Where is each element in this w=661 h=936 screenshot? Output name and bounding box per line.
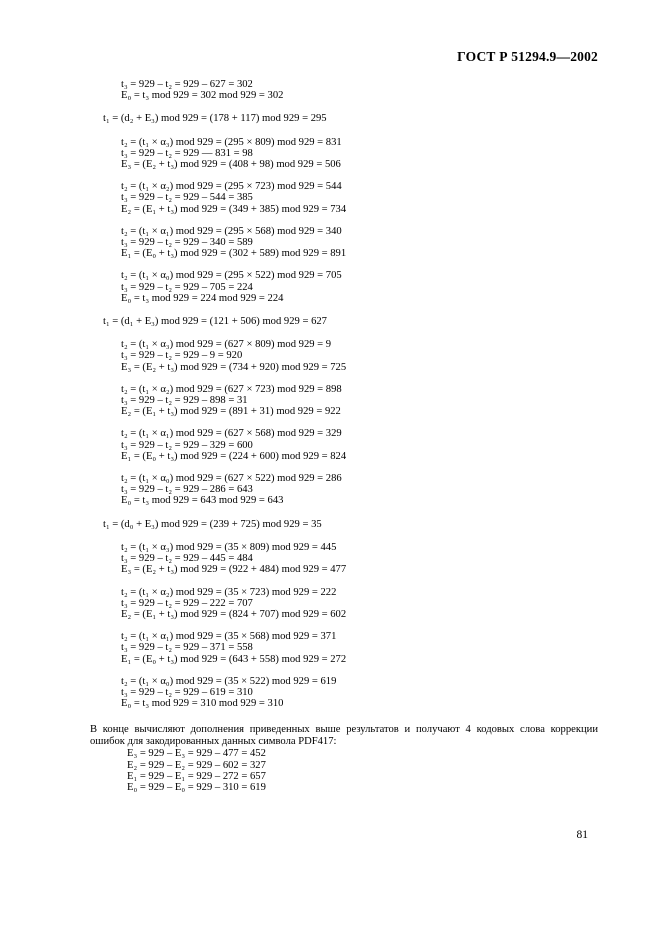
equation-line: E₃ = (E₂ + t₃) mod 929 = (922 + 484) mod 929 = 477 [121, 564, 347, 576]
error-correction-codewords [0, 748, 661, 793]
page-number: 81 [576, 829, 588, 841]
codeword-line: E₃ = 929 – E₃ = 929 – 477 = 452 [127, 748, 266, 760]
equation-line: t₃ = 929 – t₂ = 929 — 831 = 98 [121, 147, 253, 159]
calculation-block [0, 226, 661, 260]
equation-line: t₂ = (t₁ × α₂) mod 929 = (627 × 723) mod 929 = 898 [121, 383, 342, 395]
equation-line: t₃ = 929 – t₂ = 929 – 9 = 920 [121, 350, 243, 362]
equation-line: t₁ = (d₂ + E₃) mod 929 = (178 + 117) mod 929 = 295 [103, 113, 327, 125]
equation-line: t₃ = 929 – t₂ = 929 – 705 = 224 [121, 281, 253, 293]
equation-line: E₁ = (E₀ + t₃) mod 929 = (643 + 558) mod 929 = 272 [121, 653, 347, 665]
page-header-standard-id: ГОСТ Р 51294.9—2002 [457, 49, 598, 64]
calculation-block [0, 137, 661, 171]
conclusion-paragraph: В конце вычисляют дополнения приведенных выше результатов и получают 4 кодовых слова коррекции ошибок для закодированных данных символа PDF417: [90, 724, 598, 748]
equation-line: t₂ = (t₁ × α₀) mod 929 = (295 × 522) mod 929 = 705 [121, 270, 342, 282]
equation-line: E₀ = t₃ mod 929 = 310 mod 929 = 310 [121, 698, 284, 710]
calculation-block [0, 676, 661, 710]
equation-line: t₂ = (t₁ × α₁) mod 929 = (295 × 568) mod 929 = 340 [121, 225, 342, 237]
calculation-block [0, 542, 661, 576]
equation-line: E₀ = t₃ mod 929 = 302 mod 929 = 302 [121, 90, 284, 102]
calculation-block [0, 79, 661, 101]
iteration-block [0, 316, 661, 327]
equation-line: t₂ = (t₁ × α₃) mod 929 = (627 × 809) mod 929 = 9 [121, 339, 332, 351]
equation-line: t₃ = 929 – t₂ = 929 – 619 = 310 [121, 686, 253, 698]
equation-line: E₁ = (E₀ + t₃) mod 929 = (302 + 589) mod 929 = 891 [121, 248, 347, 260]
calculation-block [0, 473, 661, 507]
codeword-line: E₀ = 929 – E₀ = 929 – 310 = 619 [127, 781, 266, 793]
equation-line: t₁ = (d₀ + E₃) mod 929 = (239 + 725) mod 929 = 35 [103, 518, 322, 530]
equation-line: t₃ = 929 – t₂ = 929 – 627 = 302 [121, 79, 253, 90]
calculation-block [0, 587, 661, 621]
codeword-line: E₂ = 929 – E₂ = 929 – 602 = 327 [127, 759, 266, 771]
calculation-block [0, 428, 661, 462]
equation-line: t₂ = (t₁ × α₁) mod 929 = (627 × 568) mod 929 = 329 [121, 428, 342, 440]
equation-line: t₂ = (t₁ × α₁) mod 929 = (35 × 568) mod 929 = 371 [121, 631, 337, 643]
equation-line: E₃ = (E₂ + t₃) mod 929 = (408 + 98) mod 929 = 506 [121, 159, 341, 171]
equation-line: t₃ = 929 – t₂ = 929 – 544 = 385 [121, 192, 253, 204]
iteration-block [0, 113, 661, 124]
equation-line: t₃ = 929 – t₂ = 929 – 329 = 600 [121, 439, 253, 451]
iteration-block [0, 519, 661, 530]
codeword-line: E₁ = 929 – E₁ = 929 – 272 = 657 [127, 770, 266, 782]
equation-line: t₂ = (t₁ × α₃) mod 929 = (35 × 809) mod 929 = 445 [121, 541, 337, 553]
calculation-block [0, 339, 661, 373]
equation-line: E₂ = (E₁ + t₃) mod 929 = (891 + 31) mod 929 = 922 [121, 406, 341, 418]
equation-line: t₃ = 929 – t₂ = 929 – 445 = 484 [121, 553, 253, 565]
calculation-block [0, 181, 661, 215]
equation-line: E₀ = t₃ mod 929 = 643 mod 929 = 643 [121, 495, 284, 507]
equation-line: t₃ = 929 – t₂ = 929 – 898 = 31 [121, 395, 248, 407]
equation-line: E₀ = t₃ mod 929 = 224 mod 929 = 224 [121, 292, 284, 304]
equation-line: E₃ = (E₂ + t₃) mod 929 = (734 + 920) mod 929 = 725 [121, 361, 347, 373]
equation-line: t₂ = (t₁ × α₃) mod 929 = (295 × 809) mod 929 = 831 [121, 136, 342, 148]
equation-line: t₂ = (t₁ × α₀) mod 929 = (627 × 522) mod 929 = 286 [121, 473, 342, 485]
equation-line: t₃ = 929 – t₂ = 929 – 222 = 707 [121, 597, 253, 609]
equation-line: t₂ = (t₁ × α₂) mod 929 = (35 × 723) mod 929 = 222 [121, 586, 337, 598]
equation-line: t₃ = 929 – t₂ = 929 – 340 = 589 [121, 237, 253, 249]
equation-line: t₂ = (t₁ × α₂) mod 929 = (295 × 723) mod 929 = 544 [121, 181, 342, 193]
equation-line: E₂ = (E₁ + t₃) mod 929 = (824 + 707) mod 929 = 602 [121, 608, 347, 620]
calculation-body [0, 79, 661, 793]
equation-line: t₁ = (d₁ + E₃) mod 929 = (121 + 506) mod 929 = 627 [103, 316, 327, 328]
equation-line: t₃ = 929 – t₂ = 929 – 371 = 558 [121, 642, 253, 654]
calculation-block [0, 270, 661, 304]
equation-line: t₂ = (t₁ × α₀) mod 929 = (35 × 522) mod 929 = 619 [121, 675, 337, 687]
calculation-block [0, 384, 661, 418]
equation-line: t₃ = 929 – t₂ = 929 – 286 = 643 [121, 484, 253, 496]
calculation-block [0, 631, 661, 665]
equation-line: E₁ = (E₀ + t₃) mod 929 = (224 + 600) mod 929 = 824 [121, 450, 347, 462]
equation-line: E₂ = (E₁ + t₃) mod 929 = (349 + 385) mod 929 = 734 [121, 203, 347, 215]
